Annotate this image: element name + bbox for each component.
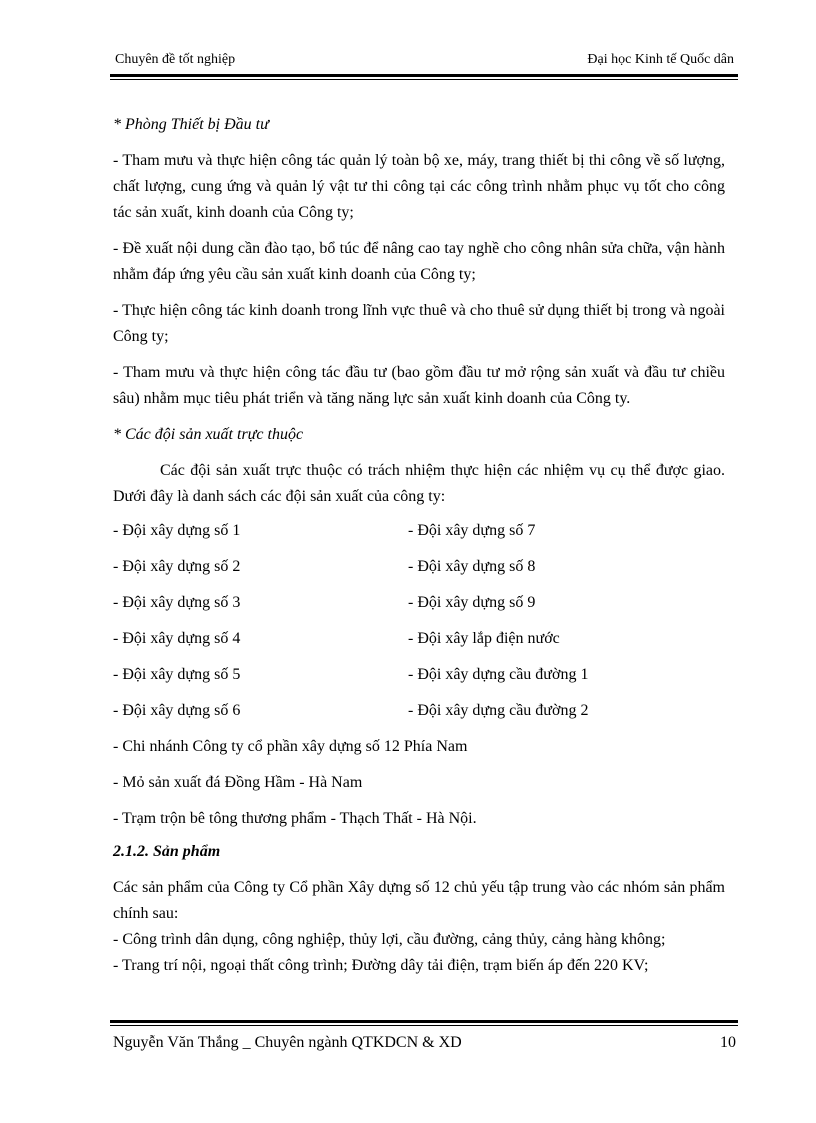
list-item [113, 801, 725, 837]
paragraph: - Thực hiện công tác kinh doanh trong lĩnh vực thuê và cho thuê sử dụng thiết bị trong và ngoài Công ty; [113, 302, 725, 345]
paragraph: - Công trình dân dụng, công nghiệp, thủy lợi, cầu đường, cảng thủy, cảng hàng không; [113, 931, 666, 948]
team-name: - Đội xây dựng cầu đường 2 [408, 702, 589, 719]
paragraph: - Tham mưu và thực hiện công tác đầu tư (bao gồm đầu tư mở rộng sản xuất và đầu tư chiều sâu) nhằm mục tiêu phát triển và tăng năng lực sản xuất kinh doanh của Công ty. [113, 364, 725, 407]
list-item [113, 513, 725, 549]
header-right-text: Đại học Kinh tế Quốc dân [587, 52, 734, 67]
list-item [113, 657, 725, 693]
section-title-products: 2.1.2. Sản phẩm [113, 843, 221, 860]
section-title-equipment: * Phòng Thiết bị Đầu tư [113, 116, 269, 133]
list-item [113, 585, 725, 621]
list-item [113, 693, 725, 729]
team-name: - Đội xây dựng số 9 [408, 594, 536, 611]
footer-rule-thick [110, 1020, 738, 1023]
team-name: - Đội xây lắp điện nước [408, 630, 560, 647]
extra-unit: - Chi nhánh Công ty cổ phần xây dựng số 12 Phía Nam [113, 738, 468, 755]
section-title-teams: * Các đội sản xuất trực thuộc [113, 426, 304, 443]
team-name: - Đội xây dựng số 8 [408, 558, 536, 575]
team-name: - Đội xây dựng số 7 [408, 522, 536, 539]
header-rule-thick [110, 74, 738, 77]
list-item [113, 729, 725, 765]
paragraph: Các sản phẩm của Công ty Cổ phần Xây dựng số 12 chủ yếu tập trung vào các nhóm sản phẩm chính sau: [113, 879, 725, 922]
paragraph: - Đề xuất nội dung cần đào tạo, bổ túc để nâng cao tay nghề cho công nhân sửa chữa, vận hành nhằm đáp ứng yêu cầu sản xuất kinh doanh của Công ty; [113, 240, 725, 283]
team-name: - Đội xây dựng số 5 [113, 666, 241, 683]
page-body [113, 112, 725, 979]
page-footer [113, 1034, 738, 1058]
team-name: - Đội xây dựng số 1 [113, 522, 241, 539]
extra-unit: - Mỏ sản xuất đá Đồng Hầm - Hà Nam [113, 774, 363, 791]
team-name: - Đội xây dựng cầu đường 1 [408, 666, 589, 683]
header-rule-thin [110, 79, 738, 80]
extra-unit: - Trạm trộn bê tông thương phẩm - Thạch Thất - Hà Nội. [113, 810, 477, 827]
list-item [113, 549, 725, 585]
paragraph: - Tham mưu và thực hiện công tác quản lý toàn bộ xe, máy, trang thiết bị thi công về số lượng, chất lượng, cung ứng và quản lý vật tư thi công tại các công trình nhằm phục vụ tốt cho công tác sản xuất, kinh doanh của Công ty; [113, 152, 725, 221]
footer-author: Nguyễn Văn Thắng _ Chuyên ngành QTKDCN & XD [113, 1034, 462, 1051]
paragraph: Các đội sản xuất trực thuộc có trách nhiệm thực hiện các nhiệm vụ cụ thể được giao. Dưới đây là danh sách các đội sản xuất của công ty: [113, 462, 725, 505]
footer-rule-thin [110, 1025, 738, 1026]
list-item [113, 765, 725, 801]
teams-list [113, 513, 725, 837]
team-name: - Đội xây dựng số 2 [113, 558, 241, 575]
team-name: - Đội xây dựng số 3 [113, 594, 241, 611]
list-item [113, 621, 725, 657]
page-header [113, 48, 736, 72]
page-number: 10 [720, 1034, 736, 1051]
team-name: - Đội xây dựng số 4 [113, 630, 241, 647]
header-left-text: Chuyên đề tốt nghiệp [115, 52, 236, 67]
paragraph: - Trang trí nội, ngoại thất công trình; Đường dây tải điện, trạm biến áp đến 220 KV; [113, 957, 649, 974]
team-name: - Đội xây dựng số 6 [113, 702, 241, 719]
